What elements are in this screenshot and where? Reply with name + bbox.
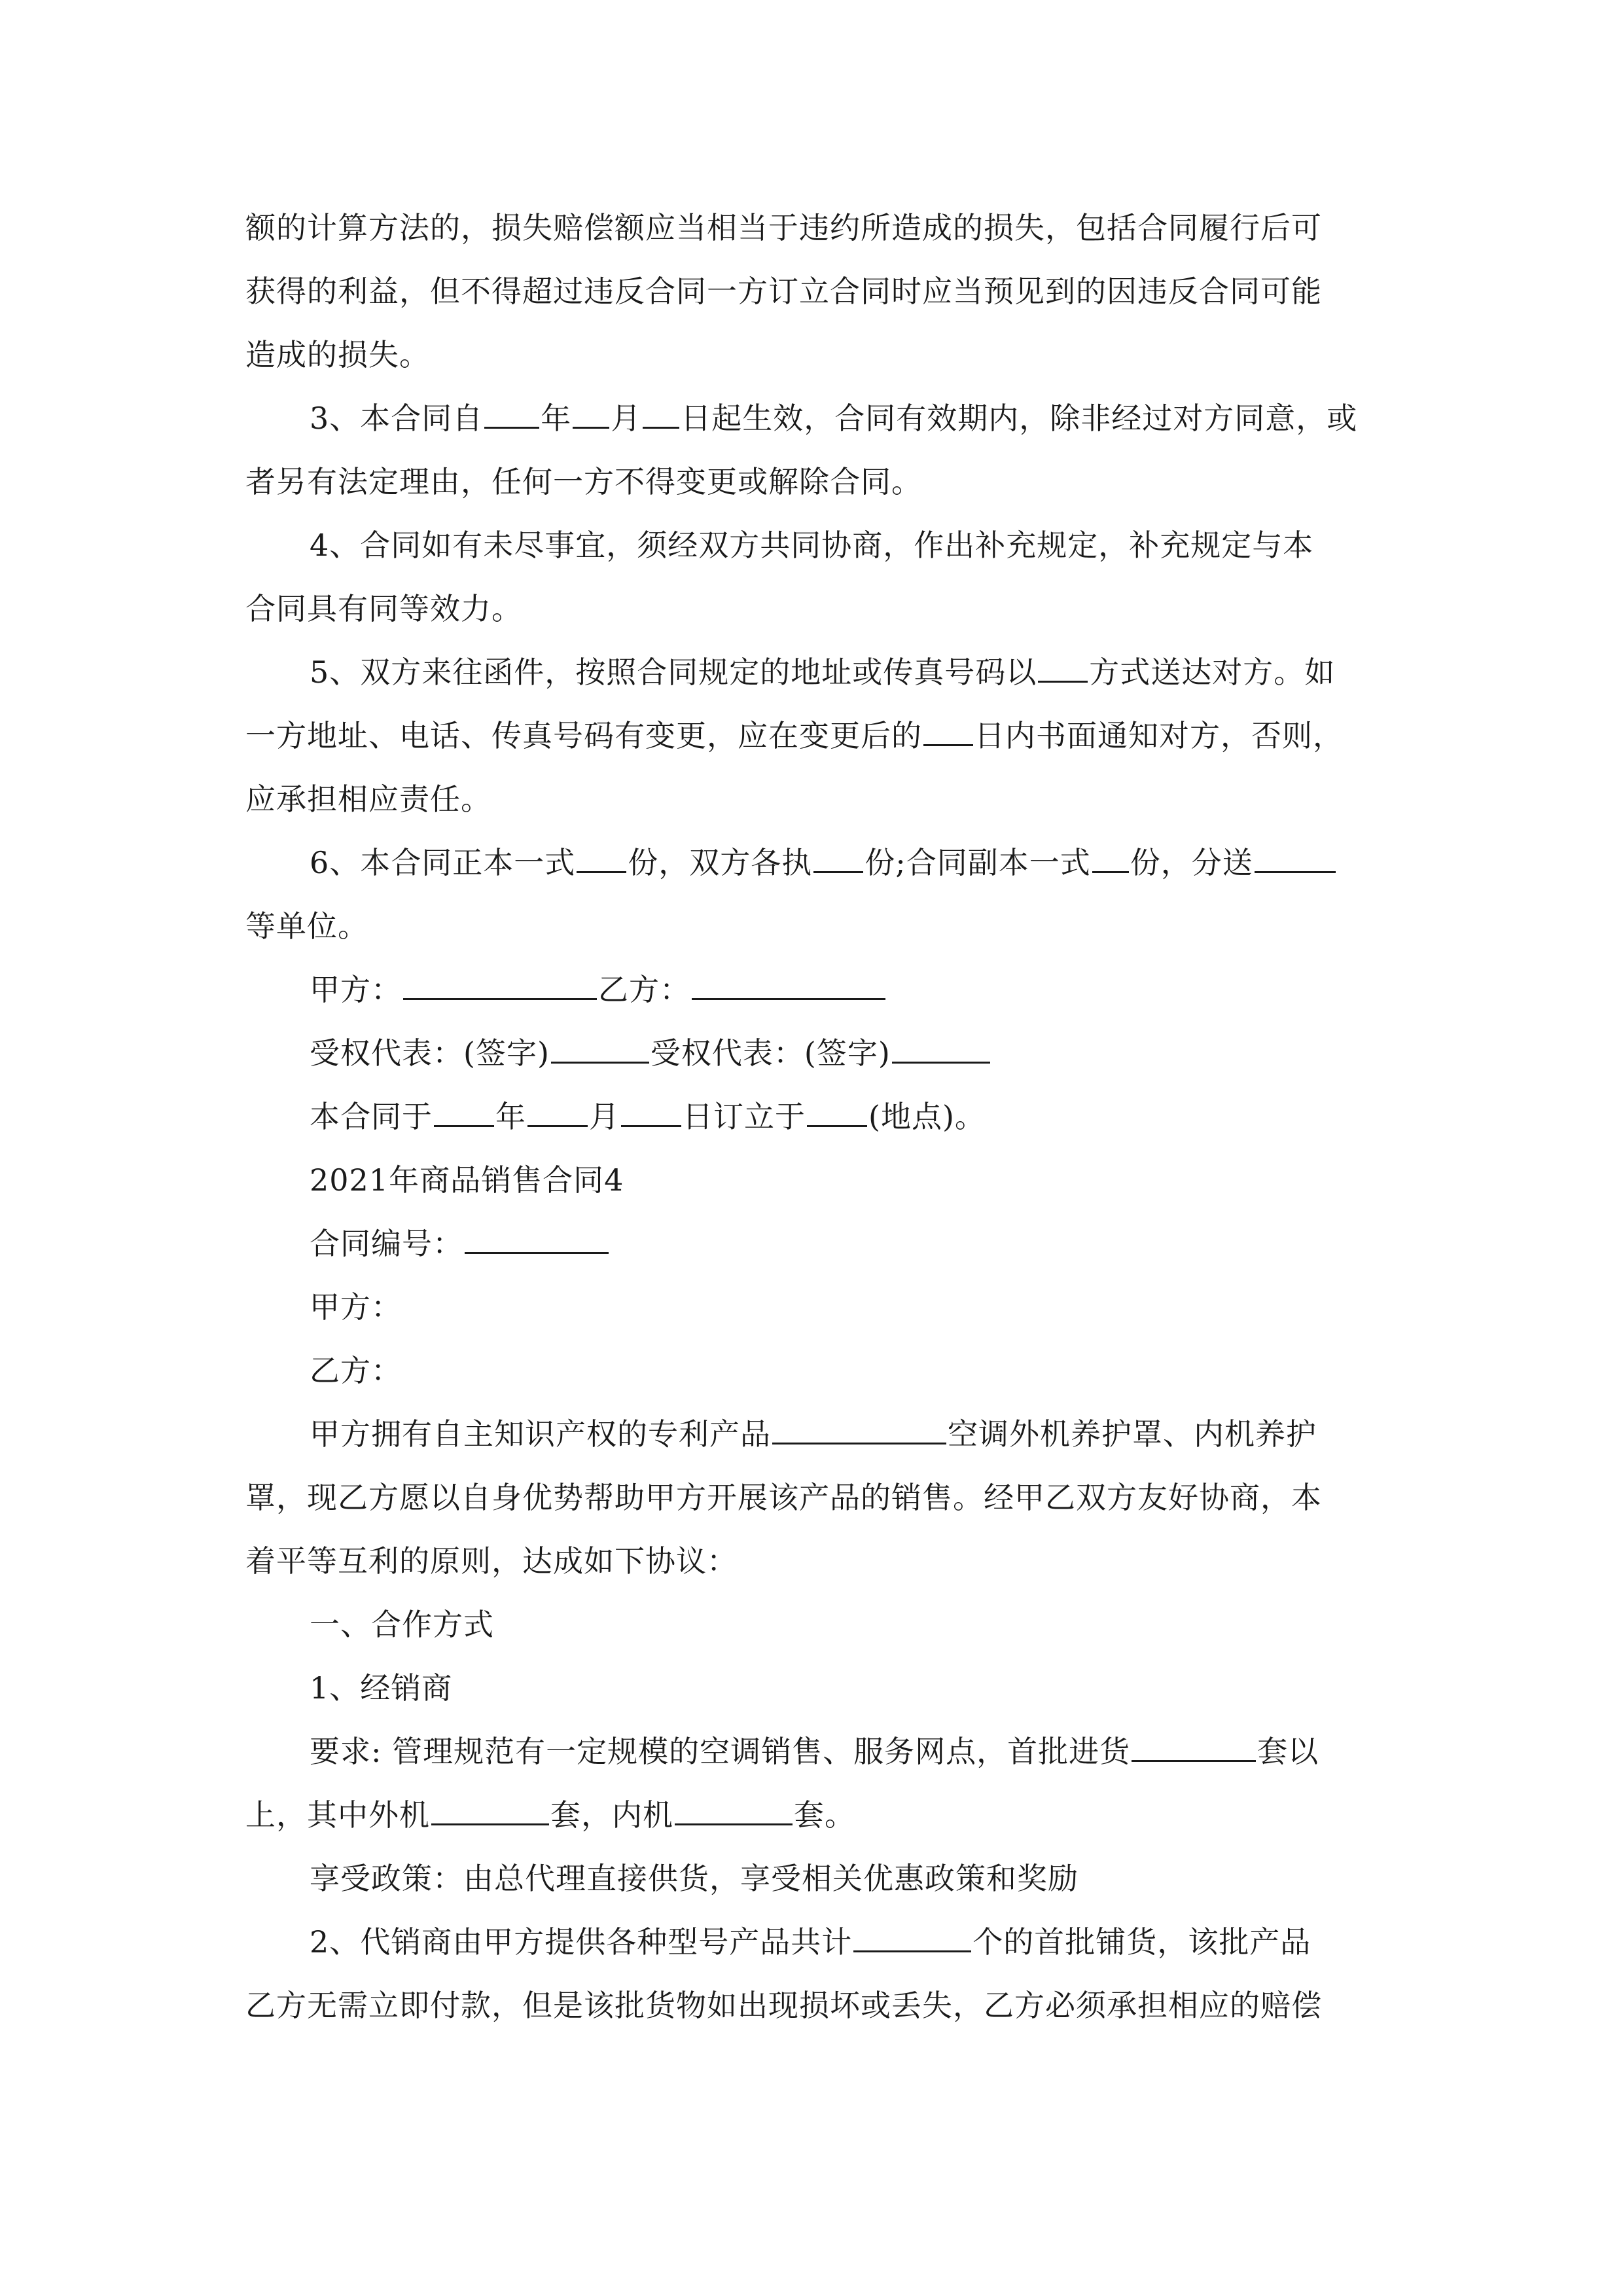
clause-text: 月 — [589, 1099, 620, 1134]
paragraph-line: 造成的损失。 — [245, 337, 430, 372]
signature-parties — [245, 958, 1384, 1022]
paragraph-line: 获得的利益，但不得超过违反合同一方订立合同时应当预见到的因违反合同可能 — [245, 274, 1322, 309]
rep-a-label: 受权代表：(签字) — [310, 1035, 550, 1071]
blank-field — [1092, 845, 1129, 873]
paragraph-line: 应承担相应责任。 — [245, 781, 491, 817]
paragraph-line: 者另有法定理由，任何一方不得变更或解除合同。 — [245, 464, 922, 499]
clause-text: 日内书面通知对方，否则， — [974, 718, 1344, 753]
blank-field — [807, 1099, 867, 1127]
blank-field — [621, 1099, 681, 1127]
rep-b-label: 受权代表：(签字) — [650, 1035, 891, 1071]
party-a: 甲方： — [310, 1289, 402, 1325]
paragraph-line: 额的计算方法的，损失赔偿额应当相当于违约所造成的损失，包括合同履行后可 — [245, 210, 1322, 245]
clause-text: 3、本合同自 — [310, 401, 484, 436]
clause-text: 日起生效，合同有效期内，除非经过对方同意，或 — [681, 401, 1358, 436]
rep-a-blank — [551, 1035, 649, 1064]
paragraph-line: 合同具有同等效力。 — [245, 591, 522, 626]
contract-number-label: 合同编号： — [310, 1226, 463, 1261]
blank-field — [434, 1099, 494, 1127]
blank-field — [573, 401, 609, 429]
clause-text: 年 — [495, 1099, 526, 1134]
blank-field — [1132, 1734, 1256, 1762]
contract-number-blank — [465, 1226, 609, 1254]
clause-text: 套，内机 — [550, 1797, 673, 1833]
blank-field — [1038, 655, 1088, 683]
clause-text: 空调外机养护罩、内机养护 — [948, 1416, 1317, 1452]
clause-text: 份，双方各执 — [628, 845, 813, 880]
blank-field — [853, 1924, 971, 1952]
paragraph-line — [245, 1784, 1384, 1847]
clause-4: 4、合同如有未尽事宜，须经双方共同协商，作出补充规定，补充规定与本 — [310, 528, 1314, 563]
blank-field — [643, 401, 679, 429]
clause-text: 5、双方来往函件，按照合同规定的地址或传真号码以 — [310, 655, 1037, 690]
blank-field — [675, 1797, 793, 1825]
blank-field — [431, 1797, 549, 1825]
clause-text: 一方地址、电话、传真号码有变更，应在变更后的 — [245, 718, 922, 753]
signing-date-place — [245, 1085, 1384, 1149]
subsection-heading: 1、经销商 — [310, 1670, 453, 1706]
clause-text: 个的首批铺货，该批产品 — [972, 1924, 1311, 1960]
blank-field — [577, 845, 626, 873]
blank-field — [923, 718, 973, 746]
blank-field — [772, 1416, 946, 1444]
clause-text: 份;合同副本一式 — [865, 845, 1091, 880]
section-heading: 一、合作方式 — [310, 1607, 494, 1642]
clause-text: 要求: 管理规范有一定规模的空调销售、服务网点，首批进货 — [310, 1734, 1131, 1769]
clause-text: 甲方拥有自主知识产权的专利产品 — [310, 1416, 771, 1452]
paragraph-line: 等单位。 — [245, 908, 368, 944]
clause-5 — [245, 641, 1384, 704]
clause-text: 月 — [611, 401, 642, 436]
clause-text: 份，分送 — [1130, 845, 1253, 880]
clause-3 — [245, 387, 1384, 450]
contract-number — [245, 1212, 1384, 1276]
clause-6 — [245, 831, 1384, 895]
paragraph-line — [245, 704, 1384, 768]
paragraph-line: 着平等互利的原则，达成如下协议： — [245, 1543, 738, 1579]
party-a-blank — [403, 972, 597, 1000]
rep-b-blank — [892, 1035, 990, 1064]
party-b-label: 乙方： — [598, 972, 690, 1007]
clause-text: 套。 — [794, 1797, 855, 1833]
party-b-blank — [692, 972, 885, 1000]
intro-paragraph — [245, 1403, 1384, 1466]
clause-text: 方式送达对方。如 — [1089, 655, 1336, 690]
clause-text: 上，其中外机 — [245, 1797, 430, 1833]
clause-text: 年 — [541, 401, 572, 436]
clause-text: 2、代销商由甲方提供各种型号产品共计 — [310, 1924, 853, 1960]
blank-field — [484, 401, 539, 429]
requirement-line — [245, 1720, 1384, 1784]
clause-text: 日订立于 — [683, 1099, 806, 1134]
signature-representatives — [245, 1022, 1384, 1085]
blank-field — [813, 845, 863, 873]
party-b: 乙方： — [310, 1353, 402, 1388]
consignment-clause — [245, 1910, 1384, 1974]
contract-title: 2021年商品销售合同4 — [310, 1162, 624, 1198]
clause-text: (地点)。 — [868, 1099, 986, 1134]
policy-line: 享受政策：由总代理直接供货，享受相关优惠政策和奖励 — [310, 1861, 1079, 1896]
clause-text: 套以 — [1257, 1734, 1319, 1769]
clause-text: 6、本合同正本一式 — [310, 845, 576, 880]
blank-field — [1255, 845, 1336, 873]
party-a-label: 甲方： — [310, 972, 402, 1007]
blank-field — [527, 1099, 588, 1127]
document-body — [245, 196, 1384, 2037]
clause-text: 本合同于 — [310, 1099, 433, 1134]
paragraph-line: 罩，现乙方愿以自身优势帮助甲方开展该产品的销售。经甲乙双方友好协商，本 — [245, 1480, 1322, 1515]
paragraph-line: 乙方无需立即付款，但是该批货物如出现损坏或丢失，乙方必须承担相应的赔偿 — [245, 1988, 1322, 2023]
